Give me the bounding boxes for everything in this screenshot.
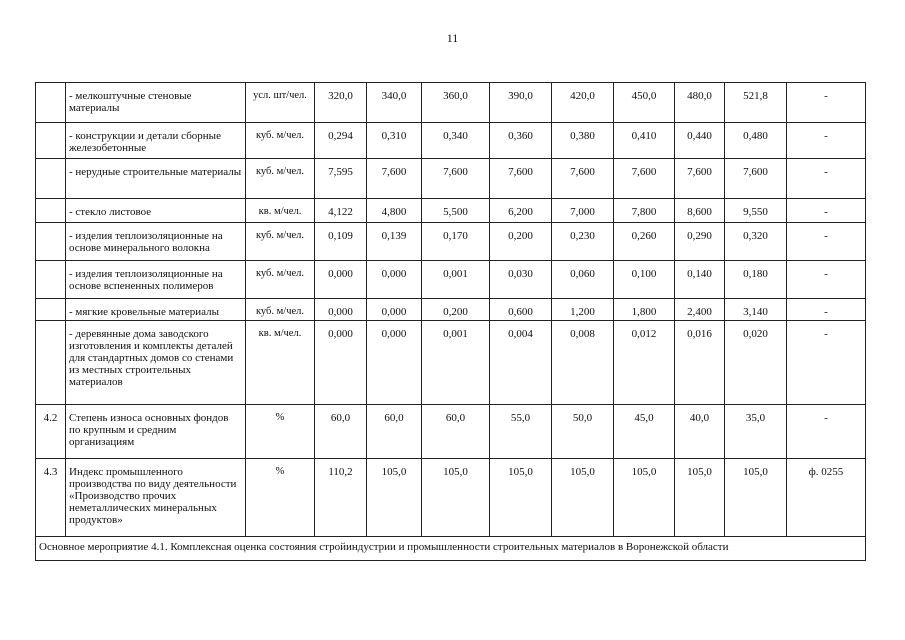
row-index: 4.2: [36, 405, 66, 459]
unit-cell: %: [246, 459, 315, 537]
source-cell: -: [787, 123, 866, 159]
unit-cell: усл. шт/чел.: [246, 83, 315, 123]
row-index: [36, 159, 66, 199]
value-cell: 60,0: [422, 405, 490, 459]
value-cell: 0,030: [490, 261, 552, 299]
value-cell: 0,480: [725, 123, 787, 159]
value-cell: 0,290: [675, 223, 725, 261]
value-cell: 420,0: [552, 83, 614, 123]
table-row: [36, 123, 866, 159]
value-cell: 40,0: [675, 405, 725, 459]
source-cell: -: [787, 405, 866, 459]
value-cell: 55,0: [490, 405, 552, 459]
value-cell: 0,180: [725, 261, 787, 299]
value-cell: 7,600: [367, 159, 422, 199]
value-cell: 0,340: [422, 123, 490, 159]
indicator-name: - конструкции и детали сборные железобетонные: [66, 123, 246, 159]
source-cell: ф. 0255: [787, 459, 866, 537]
unit-cell: куб. м/чел.: [246, 299, 315, 321]
value-cell: 7,600: [422, 159, 490, 199]
indicator-name: - мелкоштучные стеновые материалы: [66, 83, 246, 123]
table-row: [36, 459, 866, 537]
unit-cell: кв. м/чел.: [246, 321, 315, 405]
value-cell: 0,139: [367, 223, 422, 261]
indicator-name: Степень износа основных фондов по крупным и средним организациям: [66, 405, 246, 459]
value-cell: 0,410: [614, 123, 675, 159]
value-cell: 340,0: [367, 83, 422, 123]
value-cell: 480,0: [675, 83, 725, 123]
value-cell: 7,600: [675, 159, 725, 199]
value-cell: 2,400: [675, 299, 725, 321]
value-cell: 7,600: [614, 159, 675, 199]
value-cell: 0,004: [490, 321, 552, 405]
row-index: [36, 321, 66, 405]
row-index: [36, 299, 66, 321]
row-index: [36, 199, 66, 223]
page-number: 11: [446, 31, 459, 45]
value-cell: 0,380: [552, 123, 614, 159]
value-cell: 60,0: [367, 405, 422, 459]
value-cell: 0,100: [614, 261, 675, 299]
row-index: [36, 83, 66, 123]
source-cell: -: [787, 321, 866, 405]
value-cell: 4,800: [367, 199, 422, 223]
value-cell: 45,0: [614, 405, 675, 459]
value-cell: 390,0: [490, 83, 552, 123]
table-row: [36, 83, 866, 123]
value-cell: 7,600: [552, 159, 614, 199]
indicators-table: [35, 82, 866, 561]
value-cell: 60,0: [315, 405, 367, 459]
row-index: [36, 261, 66, 299]
indicator-name: - деревянные дома заводского изготовления и комплекты деталей для стандартных домов со стенами из местных строительных материалов: [66, 321, 246, 405]
value-cell: 105,0: [614, 459, 675, 537]
unit-cell: кв. м/чел.: [246, 199, 315, 223]
value-cell: 0,008: [552, 321, 614, 405]
unit-cell: %: [246, 405, 315, 459]
value-cell: 105,0: [490, 459, 552, 537]
table-row: [36, 199, 866, 223]
value-cell: 0,320: [725, 223, 787, 261]
value-cell: 0,000: [315, 299, 367, 321]
value-cell: 105,0: [367, 459, 422, 537]
value-cell: 7,600: [490, 159, 552, 199]
value-cell: 0,310: [367, 123, 422, 159]
value-cell: 521,8: [725, 83, 787, 123]
value-cell: 9,550: [725, 199, 787, 223]
value-cell: 0,260: [614, 223, 675, 261]
value-cell: 0,000: [315, 321, 367, 405]
unit-cell: куб. м/чел.: [246, 159, 315, 199]
row-index: [36, 223, 66, 261]
row-index: 4.3: [36, 459, 66, 537]
source-cell: -: [787, 261, 866, 299]
value-cell: 0,360: [490, 123, 552, 159]
value-cell: 50,0: [552, 405, 614, 459]
value-cell: 0,016: [675, 321, 725, 405]
value-cell: 360,0: [422, 83, 490, 123]
value-cell: 0,000: [367, 299, 422, 321]
indicator-name: - стекло листовое: [66, 199, 246, 223]
indicator-name: - изделия теплоизоляционные на основе минерального волокна: [66, 223, 246, 261]
value-cell: 0,170: [422, 223, 490, 261]
indicator-name: - мягкие кровельные материалы: [66, 299, 246, 321]
value-cell: 0,140: [675, 261, 725, 299]
value-cell: 8,600: [675, 199, 725, 223]
value-cell: 7,800: [614, 199, 675, 223]
value-cell: 450,0: [614, 83, 675, 123]
source-cell: -: [787, 83, 866, 123]
value-cell: 0,200: [422, 299, 490, 321]
unit-cell: куб. м/чел.: [246, 223, 315, 261]
main-activity-title: Основное мероприятие 4.1. Комплексная оценка состояния стройиндустрии и промышленности строительных материалов в Воронежской области: [36, 537, 866, 561]
value-cell: 0,200: [490, 223, 552, 261]
source-cell: -: [787, 159, 866, 199]
value-cell: 105,0: [675, 459, 725, 537]
indicator-name: Индекс промышленного производства по виду деятельности «Производство прочих неметаллических минеральных продуктов»: [66, 459, 246, 537]
table-row: [36, 299, 866, 321]
table-row: [36, 405, 866, 459]
table-row: [36, 321, 866, 405]
value-cell: 0,020: [725, 321, 787, 405]
value-cell: 7,000: [552, 199, 614, 223]
value-cell: 4,122: [315, 199, 367, 223]
table-row: [36, 223, 866, 261]
value-cell: 0,001: [422, 261, 490, 299]
value-cell: 0,109: [315, 223, 367, 261]
unit-cell: куб. м/чел.: [246, 261, 315, 299]
value-cell: 0,294: [315, 123, 367, 159]
value-cell: 105,0: [725, 459, 787, 537]
unit-cell: куб. м/чел.: [246, 123, 315, 159]
value-cell: 0,000: [367, 321, 422, 405]
value-cell: 105,0: [422, 459, 490, 537]
value-cell: 0,440: [675, 123, 725, 159]
source-cell: -: [787, 199, 866, 223]
value-cell: 0,600: [490, 299, 552, 321]
row-index: [36, 123, 66, 159]
value-cell: 1,200: [552, 299, 614, 321]
value-cell: 0,001: [422, 321, 490, 405]
value-cell: 0,000: [315, 261, 367, 299]
value-cell: 6,200: [490, 199, 552, 223]
value-cell: 0,060: [552, 261, 614, 299]
source-cell: -: [787, 299, 866, 321]
indicator-name: - нерудные строительные материалы: [66, 159, 246, 199]
value-cell: 35,0: [725, 405, 787, 459]
table-row: [36, 261, 866, 299]
value-cell: 5,500: [422, 199, 490, 223]
value-cell: 7,600: [725, 159, 787, 199]
value-cell: 0,230: [552, 223, 614, 261]
value-cell: 3,140: [725, 299, 787, 321]
value-cell: 0,012: [614, 321, 675, 405]
source-cell: -: [787, 223, 866, 261]
value-cell: 320,0: [315, 83, 367, 123]
indicator-name: - изделия теплоизоляционные на основе вспененных полимеров: [66, 261, 246, 299]
value-cell: 1,800: [614, 299, 675, 321]
value-cell: 0,000: [367, 261, 422, 299]
table-row: [36, 159, 866, 199]
value-cell: 7,595: [315, 159, 367, 199]
section-footer-row: [36, 537, 866, 561]
value-cell: 105,0: [552, 459, 614, 537]
value-cell: 110,2: [315, 459, 367, 537]
